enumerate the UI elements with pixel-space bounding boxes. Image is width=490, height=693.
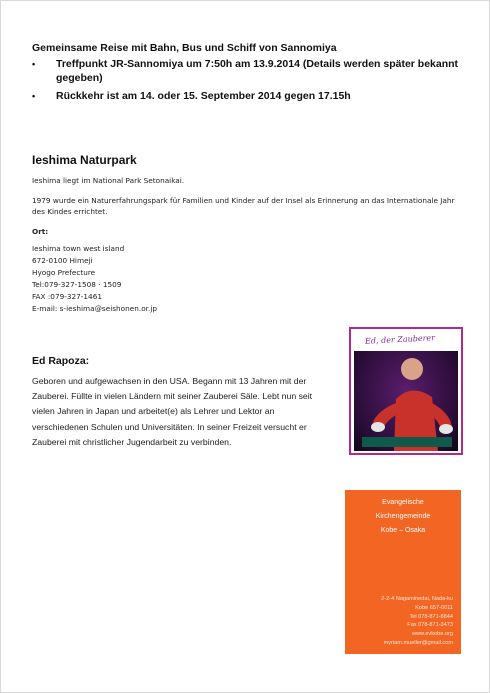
bullet-text: Treffpunkt JR-Sannomiya um 7:50h am 13.9.2014 (Details werden später bekannt gegeben) (56, 58, 459, 84)
cards-left-shape (371, 422, 385, 432)
location-label: Ort: (32, 227, 49, 236)
magician-photo (349, 327, 463, 455)
island-heading: Ieshima Naturpark (32, 153, 137, 167)
cards-right-shape (439, 424, 453, 434)
contact-line: Fax 078-871-3473 (407, 622, 453, 629)
list-item (32, 90, 462, 104)
contact-line: Kobe 657-0011 (415, 604, 453, 611)
church-name (351, 496, 455, 538)
phone-line: Tel:079-327-1508 · 1509 (32, 279, 122, 289)
ed-biography: Geboren und aufgewachsen in den USA. Begann mit 13 Jahren mit der Zauberei. Füllte in vielen Ländern mit seiner Zauberei Säle. Lebt nun seit vielen Jahren in Japan und arbeitet(e) als Lehrer und Lektor an verschiedenen Schulen und Universitäten. In seiner Freizeit versucht er Zauberei mit christlicher Jugendarbeit zu verbinden. (32, 376, 313, 447)
head-shape (401, 358, 423, 380)
fax-line: FAX :079-327-1461 (32, 291, 102, 301)
church-name-line: Evangelische (382, 499, 424, 506)
address-line: Ieshima town west island (32, 244, 125, 253)
church-info-box (345, 490, 461, 654)
island-intro: Ieshima liegt im National Park Setonaikai. (32, 176, 185, 185)
magician-illustration (354, 351, 458, 451)
contact-line: 2-2-4 Nagaminedai, Nada-ku (381, 596, 453, 602)
email-line: E-mail: s-ieshima@seishonen.or.jp (32, 303, 157, 313)
church-contact (381, 595, 453, 648)
photo-caption: Ed, der Zauberer (364, 333, 436, 346)
island-description: 1979 wurde ein Naturerfahrungspark für Familien und Kinder auf der Insel als Erinnerung an das Internationale Jahr des Kindes errichtet. (32, 196, 455, 217)
church-name-line: Kirchengemeinde (375, 513, 431, 520)
email-link[interactable]: myriam.mueller@gmail.com (383, 639, 453, 646)
bullet-icon: • (32, 91, 36, 101)
bullet-text: Rückkehr ist am 14. oder 15. September 2014 gegen 17.15h (56, 90, 351, 102)
ed-heading: Ed Rapoza: (32, 355, 90, 367)
bullet-icon: • (32, 59, 36, 69)
church-name-line: Kobe – Osaka (380, 527, 426, 534)
travel-heading: Gemeinsame Reise mit Bahn, Bus und Schiff von Sannomiya (32, 42, 337, 54)
address-block (32, 243, 157, 314)
address-line: 672-0100 Himeji (32, 255, 93, 265)
contact-line: Tel 078-871-8844 (409, 613, 453, 620)
table-shape (362, 437, 452, 447)
travel-bullet-list (32, 58, 462, 109)
address-line: Hyogo Prefecture (32, 267, 96, 277)
list-item (32, 58, 462, 85)
website-link[interactable]: www.evkobe.org (411, 631, 453, 638)
